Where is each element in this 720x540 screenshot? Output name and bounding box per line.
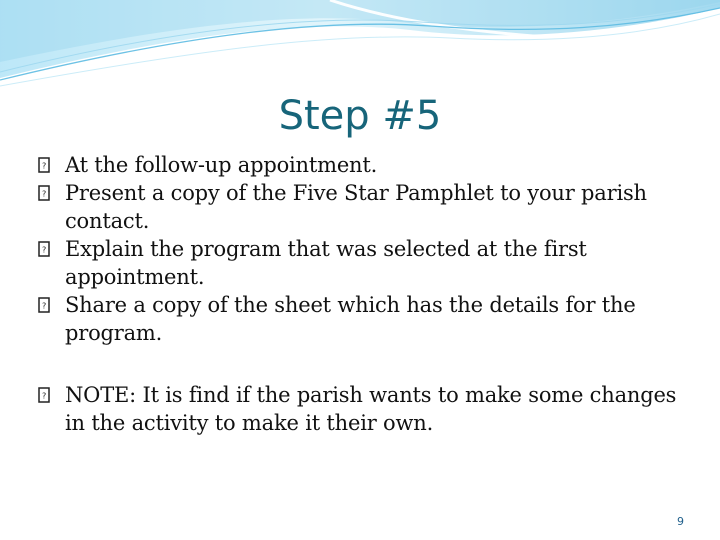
bullet-box-icon [33, 155, 55, 175]
bullet-text: Present a copy of the Five Star Pamphlet to your parish contact. [65, 181, 647, 233]
svg-text:?: ? [41, 161, 47, 171]
bullet-box-icon [33, 183, 55, 203]
svg-text:?: ? [41, 391, 47, 401]
note-item [33, 381, 693, 437]
bullet-item [33, 179, 693, 235]
svg-text:?: ? [41, 301, 47, 311]
svg-text:?: ? [41, 189, 47, 199]
bullet-item [33, 235, 693, 291]
bullet-item [33, 291, 693, 347]
bullet-text: Explain the program that was selected at the first appointment. [65, 237, 587, 289]
page-number: 9 [677, 515, 684, 528]
bullet-item [33, 151, 693, 179]
bullet-box-icon [33, 385, 55, 405]
bullet-spacer [33, 347, 693, 381]
bullet-text: At the follow-up appointment. [65, 153, 378, 177]
note-text: NOTE: It is find if the parish wants to make some changes in the activity to make it their own. [65, 383, 677, 435]
slide-title-text: Step #5 [278, 93, 442, 139]
bullet-text: Share a copy of the sheet which has the details for the program. [65, 293, 636, 345]
bullet-box-icon [33, 239, 55, 259]
bullet-box-icon [33, 295, 55, 315]
header-wave-decoration [0, 0, 720, 95]
slide-title [0, 88, 720, 144]
bullet-list [33, 151, 693, 437]
svg-text:?: ? [41, 245, 47, 255]
